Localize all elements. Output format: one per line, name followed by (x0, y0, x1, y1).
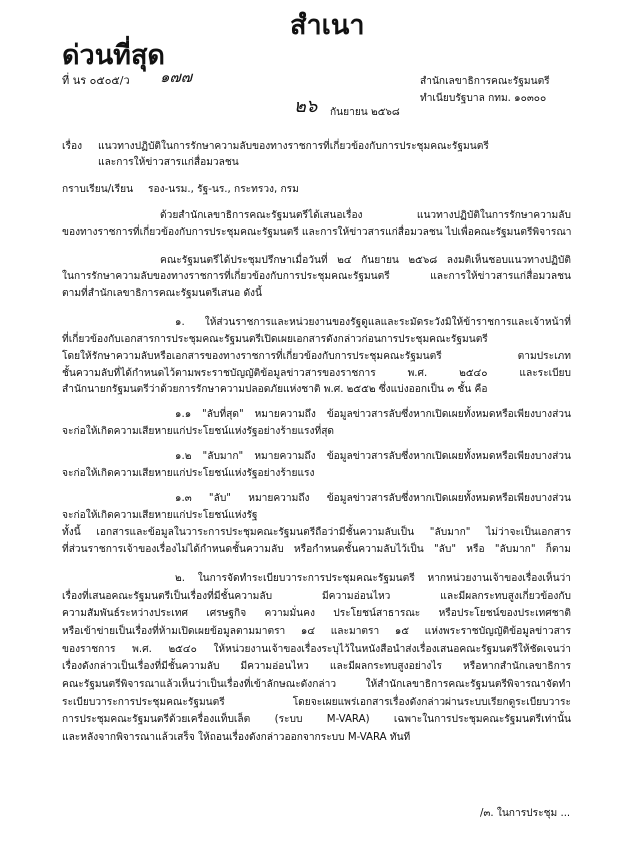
urgency-stamp: ด่วนที่สุด (62, 40, 165, 71)
paragraph-line: ตามที่สำนักเลขาธิการคณะรัฐมนตรีเสนอ ดังนี้ (62, 288, 262, 299)
paragraph-line: และหลังจากพิจารณาแล้วเสร็จ ให้ถอนเรื่องดังกล่าวออกจากระบบ M-VARA ทันที (62, 732, 411, 743)
handwritten-document-number: ๑๗๗ (160, 68, 193, 86)
copy-stamp: สำเนา (290, 10, 365, 41)
paragraph-line: หรือเข้าข่ายเป็นเรื่องที่ห้ามเปิดเผยข้อมูลตามมาตรา ๑๔ และมาตรา ๑๕ แห่งพระราชบัญญัติข้อมูลข่าวสาร (62, 626, 571, 637)
paragraph-line: ๑.๓ "ลับ" หมายความถึง ข้อมูลข่าวสารลับซึ่งหากเปิดเผยทั้งหมดหรือเพียงบางส่วน (175, 493, 571, 504)
salutation-recipients: รอง-นรม., รัฐ-นร., กระทรวง, กรม (148, 184, 299, 195)
paragraph-line: ที่เกี่ยวข้องกับเอกสารการประชุมคณะรัฐมนตรีเปิดเผยเอกสารดังกล่าวก่อนการประชุมคณะรัฐมนตรี (62, 334, 488, 345)
paragraph-line: ระเบียบวาระการประชุมคณะรัฐมนตรี โดยจะเผยแพร่เอกสารเรื่องดังกล่าวผ่านระบบเรียกดูระเบียบวาระ (62, 697, 571, 708)
paragraph-line: ความสัมพันธ์ระหว่างประเทศ เศรษฐกิจ ความมั่นคง ประโยชน์สาธารณะ หรือประโยชน์ของประเทศชาติ (62, 608, 571, 619)
paragraph-line: ๒. ในการจัดทำระเบียบวาระการประชุมคณะรัฐมนตรี หากหน่วยงานเจ้าของเรื่องเห็นว่า (175, 573, 571, 584)
subject-line-1: แนวทางปฏิบัติในการรักษาความลับของทางราชการที่เกี่ยวข้องกับการประชุมคณะรัฐมนตรี (98, 141, 489, 152)
paragraph-line: โดยให้รักษาความลับหรือเอกสารของทางราชการที่เกี่ยวข้องกับการประชุมคณะรัฐมนตรี ตามประเภท (62, 351, 571, 362)
agency-name: สำนักเลขาธิการคณะรัฐมนตรี (420, 76, 550, 87)
paragraph-line: เรื่องที่เสนอคณะรัฐมนตรีเป็นเรื่องที่มีชั้นความลับ มีความอ่อนไหว และมีผลกระทบสูงเกี่ยวข้องกับ (62, 591, 571, 602)
paragraph-line: ของราชการ พ.ศ. ๒๕๔๐ ให้หน่วยงานเจ้าของเรื่องระบุไว้ในหนังสือนำส่งเรื่องเสนอคณะรัฐมนตรีให้ชัดเจนว่า (62, 644, 571, 655)
handwritten-date-day: ๒๖ (294, 96, 318, 117)
paragraph-line: คณะรัฐมนตรีได้ประชุมปรึกษาเมื่อวันที่ ๒๔ กันยายน ๒๕๖๘ ลงมติเห็นชอบแนวทางปฏิบัติ (160, 255, 571, 266)
paragraph-line: ในการรักษาความลับของทางราชการที่เกี่ยวข้องกับการประชุมคณะรัฐมนตรี และการให้ข่าวสารแก่สื่อมวลชน (62, 271, 571, 282)
paragraph-line: ของทางราชการที่เกี่ยวข้องกับการประชุมคณะรัฐมนตรี และการให้ข่าวสารแก่สื่อมวลชน ไปเพื่อคณะรัฐมนตรีพิจารณา (62, 227, 572, 238)
paragraph-line: จะก่อให้เกิดความเสียหายแก่ประโยชน์แห่งรัฐ (62, 510, 258, 521)
paragraph-line: ๑.๑ "ลับที่สุด" หมายความถึง ข้อมูลข่าวสารลับซึ่งหากเปิดเผยทั้งหมดหรือเพียงบางส่วน (175, 409, 571, 420)
paragraph-line: ทั้งนี้ เอกสารและข้อมูลในวาระการประชุมคณะรัฐมนตรีถือว่ามีชั้นความลับเป็น "ลับมาก" ไม่ว่าจะเป็นเอกสาร (62, 527, 571, 538)
paragraph-line: จะก่อให้เกิดความเสียหายแก่ประโยชน์แห่งรัฐอย่างร้ายแรงที่สุด (62, 426, 335, 437)
document-date: กันยายน ๒๕๖๘ (330, 107, 400, 118)
paragraph-line: ชั้นความลับที่ได้กำหนดไว้ตามพระราชบัญญัติข้อมูลข่าวสารของราชการ พ.ศ. ๒๕๔๐ และระเบียบ (62, 368, 571, 379)
paragraph-line: สำนักนายกรัฐมนตรีว่าด้วยการรักษาความปลอดภัยแห่งชาติ พ.ศ. ๒๕๕๒ ซึ่งแบ่งออกเป็น ๓ ชั้น คือ (62, 384, 488, 395)
paragraph-line: ที่ส่วนราชการเจ้าของเรื่องไม่ได้กำหนดชั้นความลับ หรือกำหนดชั้นความลับไว้เป็น "ลับ" หรือ "ลับมาก" ก็ตาม (62, 544, 571, 555)
paragraph-line: ๑. ให้ส่วนราชการและหน่วยงานของรัฐดูแลและระมัดระวังมิให้ข้าราชการและเจ้าหน้าที่ (175, 317, 571, 328)
paragraph-line: ด้วยสำนักเลขาธิการคณะรัฐมนตรีได้เสนอเรื่อง แนวทางปฏิบัติในการรักษาความลับ (160, 210, 571, 221)
paragraph-line: การประชุมคณะรัฐมนตรีด้วยเครื่องแท็บเล็ต (ระบบ M-VARA) เฉพาะในการประชุมคณะรัฐมนตรีเท่านั้น (62, 714, 571, 725)
agency-address: ทำเนียบรัฐบาล กทม. ๑๐๓๐๐ (420, 93, 547, 104)
paragraph-line: คณะรัฐมนตรีพิจารณาแล้วเห็นว่าเป็นเรื่องที่เข้าลักษณะดังกล่าว ให้สำนักเลขาธิการคณะรัฐมนตรีพิจารณาจัดทำ (62, 679, 571, 690)
paragraph-line: จะก่อให้เกิดความเสียหายแก่ประโยชน์แห่งรัฐอย่างร้ายแรง (62, 468, 315, 479)
continued-marker: /๓. ในการประชุม ... (480, 808, 571, 819)
subject-line-2: และการให้ข่าวสารแก่สื่อมวลชน (98, 157, 239, 168)
document-number: ที่ นร ๐๕๐๕/ว (62, 74, 130, 87)
paragraph-line: เรื่องดังกล่าวเป็นเรื่องที่มีชั้นความลับ มีความอ่อนไหว และมีผลกระทบสูงอย่างไร หรือหากสำนักเลขาธิการ (62, 661, 571, 672)
paragraph-line: ๑.๒ "ลับมาก" หมายความถึง ข้อมูลข่าวสารลับซึ่งหากเปิดเผยทั้งหมดหรือเพียงบางส่วน (175, 451, 571, 462)
salutation-label: กราบเรียน/เรียน (62, 184, 134, 195)
subject-label: เรื่อง (62, 141, 83, 152)
